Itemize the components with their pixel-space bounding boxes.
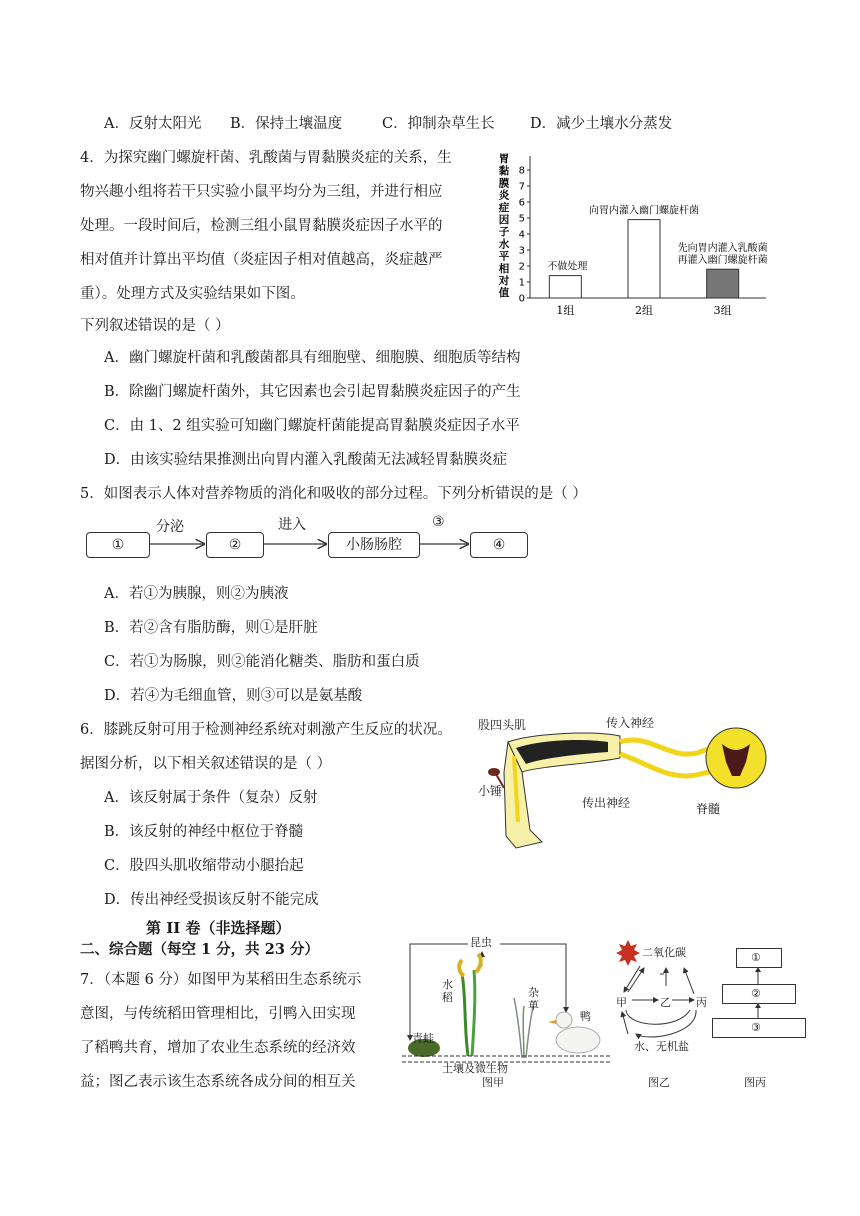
label-insect: 昆虫 xyxy=(470,936,492,949)
fig-jia xyxy=(402,936,612,1089)
fig-jia-caption: 图甲 xyxy=(482,1076,504,1089)
label-hammer: 小锤 xyxy=(478,784,503,798)
q6-option-d: D．传出神经受损该反射不能完成 xyxy=(104,892,319,908)
q4-stem-line: 相对值并计算出平均值（炎症因子相对值越高，炎症越严 xyxy=(80,252,443,268)
q5-option-c: C．若①为肠腺，则②能消化糖类、脂肪和蛋白质 xyxy=(104,654,420,670)
label-water-salts: 水、无机盐 xyxy=(634,1040,689,1053)
label-soil: 土壤及微生物 xyxy=(442,1062,508,1075)
chart-ytick-label: 3 xyxy=(518,245,525,257)
q4-option-c: C．由 1、2 组实验可知幽门螺旋杆菌能提高胃黏膜炎症因子水平 xyxy=(104,418,520,434)
q6-stem-line: 据图分析，以下相关叙述错误的是（ ） xyxy=(80,756,332,772)
label-afferent-nerve: 传入神经 xyxy=(606,716,655,730)
pyramid-level-2-label: ② xyxy=(751,987,761,1000)
q3-option-c: C．抑制杂草生长 xyxy=(382,116,495,132)
chart-ylabel-char: 炎 xyxy=(498,189,510,202)
flow-arrow-label: ③ xyxy=(432,514,445,530)
knee-reflex-drawing xyxy=(470,712,770,862)
chart-ylabel-char: 因 xyxy=(498,214,510,226)
chart-ytick-label: 7 xyxy=(518,181,525,193)
label-weeds: 杂草 xyxy=(528,986,539,1012)
chart-bar-label: 向胃内灌入幽门螺旋杆菌 xyxy=(589,205,699,217)
q5-stem: 5．如图表示人体对营养物质的消化和吸收的部分过程。下列分析错误的是（ ） xyxy=(80,486,587,502)
pyramid-level-3-label: ③ xyxy=(751,1021,761,1034)
label-frog: 青蛙 xyxy=(412,1032,434,1045)
q6-option-a: A．该反射属于条件（复杂）反射 xyxy=(104,790,318,806)
fig-yi-caption: 图乙 xyxy=(648,1076,670,1089)
label-duck: 鸭 xyxy=(580,1010,591,1023)
q7-line: 意图，与传统稻田管理相比，引鸭入田实现 xyxy=(80,1006,356,1022)
fig-yi-drawing xyxy=(608,938,718,1086)
q6-option-b: B．该反射的神经中枢位于脊髓 xyxy=(104,824,304,840)
q4-option-d: D．由该实验结果推测出向胃内灌入乳酸菌无法减轻胃黏膜炎症 xyxy=(104,452,508,468)
chart-ytick-label: 6 xyxy=(518,197,525,209)
chart-bar-label: 不做处理 xyxy=(547,261,588,273)
q5-option-a: A．若①为胰腺，则②为胰液 xyxy=(104,586,289,602)
label-bing: 丙 xyxy=(696,996,707,1009)
chart-bar-label: 再灌入幽门螺旋杆菌 xyxy=(677,255,768,267)
chart-ylabel-char: 胃 xyxy=(498,153,510,165)
q3-option-d: D．减少土壤水分蒸发 xyxy=(530,116,673,132)
chart-ylabel-char: 膜 xyxy=(498,177,510,190)
chart-category-label: 2组 xyxy=(635,304,653,317)
q4-stem-line: 4．为探究幽门螺旋杆菌、乳酸菌与胃黏膜炎症的关系，生 xyxy=(80,150,452,166)
q7-line: 了稻鸭共育，增加了农业生态系统的经济效 xyxy=(80,1040,356,1056)
q4-stem-line: 物兴趣小组将若干只实验小鼠平均分为三组，并进行相应 xyxy=(80,184,443,200)
label-spinal-cord: 脊髓 xyxy=(696,802,721,816)
chart-category-label: 1组 xyxy=(556,304,575,317)
label-jia: 甲 xyxy=(616,996,627,1009)
flow-arrow-label: 进入 xyxy=(278,517,306,533)
chart-bar xyxy=(628,220,660,298)
q3-option-a: A．反射太阳光 xyxy=(104,116,202,132)
flow-box-3: 小肠肠腔 xyxy=(328,532,420,558)
q7-line: 7．（本题 6 分）如图甲为某稻田生态系统示 xyxy=(80,972,362,988)
chart-ytick-label: 1 xyxy=(518,277,525,289)
q4-stem-line: 重）。处理方式及实验结果如下图。 xyxy=(80,286,305,302)
chart-bar-label: 先向胃内灌入乳酸菌 xyxy=(677,243,768,255)
q4-option-b: B．除幽门螺旋杆菌外，其它因素也会引起胃黏膜炎症因子的产生 xyxy=(104,384,521,400)
section-heading: 二、综合题（每空 1 分，共 23 分） xyxy=(80,941,319,958)
q7-line: 益；图乙表示该生态系统各成分间的相互关 xyxy=(80,1074,356,1090)
pyramid-level-1-label: ① xyxy=(751,951,761,964)
chart-ytick-label: 0 xyxy=(518,293,525,305)
knee-reflex-figure xyxy=(470,712,770,862)
q3-option-b: B．保持土壤温度 xyxy=(230,116,343,132)
fig-yi xyxy=(608,938,718,1089)
q5-option-b: B．若②含有脂肪酶，则①是肝脏 xyxy=(104,620,318,636)
chart-ytick-label: 4 xyxy=(518,229,525,241)
q6-stem-line: 6．膝跳反射可用于检测神经系统对刺激产生反应的状况。 xyxy=(80,722,452,738)
chart-category-label: 3组 xyxy=(713,304,732,317)
pyramid-arrows xyxy=(710,944,806,1044)
q4-stem-line: 处理。一段时间后，检测三组小鼠胃黏膜炎症因子水平的 xyxy=(80,218,443,234)
flow-box-2: ② xyxy=(206,532,264,558)
label-yi: 乙 xyxy=(660,996,671,1009)
flow-box-1: ① xyxy=(86,532,150,558)
label-efferent-nerve: 传出神经 xyxy=(582,796,631,810)
chart-ylabel-char: 平 xyxy=(498,250,510,263)
q4-option-a: A．幽门螺旋杆菌和乳酸菌都具有细胞壁、细胞膜、细胞质等结构 xyxy=(104,350,521,366)
fig-bing xyxy=(710,944,806,1089)
q4-question: 下列叙述错误的是（ ） xyxy=(80,318,230,334)
chart-ylabel-char: 水 xyxy=(498,238,510,251)
volume-title: 第 II 卷（非选择题） xyxy=(146,919,291,937)
chart-ylabel-char: 值 xyxy=(498,287,510,300)
label-rice: 水稻 xyxy=(442,978,453,1004)
chart-ytick-label: 8 xyxy=(518,165,525,177)
label-quadriceps: 股四头肌 xyxy=(478,718,527,732)
chart-ylabel-char: 黏 xyxy=(498,165,510,178)
flow-arrows xyxy=(80,518,540,568)
q6-option-c: C．股四头肌收缩带动小腿抬起 xyxy=(104,858,304,874)
chart-ylabel-char: 症 xyxy=(498,201,510,214)
fig-bing-caption: 图丙 xyxy=(744,1076,766,1089)
chart-bar xyxy=(549,276,581,298)
chart-ylabel-char: 对 xyxy=(498,275,510,287)
chart-ytick-label: 2 xyxy=(518,261,525,273)
flow-arrow-label: 分泌 xyxy=(156,519,184,535)
label-co2: 二氧化碳 xyxy=(642,946,686,959)
q5-flow-diagram xyxy=(80,514,540,568)
flow-box-4: ④ xyxy=(470,532,528,558)
chart-bar xyxy=(707,269,739,298)
chart-ylabel-char: 相 xyxy=(498,262,510,275)
chart-ytick-label: 5 xyxy=(518,213,525,225)
chart-ylabel-char: 子 xyxy=(498,226,510,239)
q5-option-d: D．若④为毛细血管，则③可以是氨基酸 xyxy=(104,688,363,704)
q4-bar-chart xyxy=(496,152,776,320)
